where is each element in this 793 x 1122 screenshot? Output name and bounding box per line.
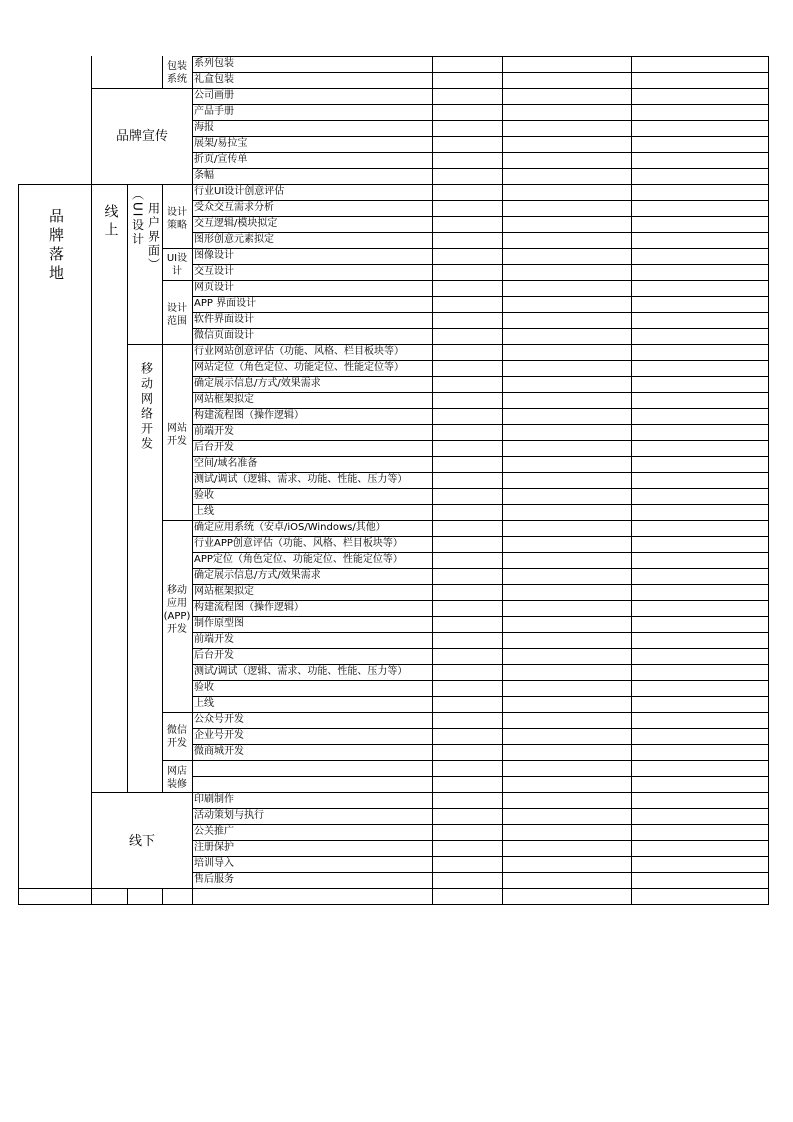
item-text: 行业APP创意评估（功能、风格、栏目板块等）	[194, 538, 403, 549]
item-text: 行业UI设计创意评估	[194, 186, 285, 197]
website-dev-label: 网站开发	[167, 423, 187, 447]
ui-design-sub-label: UI设计	[166, 253, 188, 277]
item-text: 制作原型图	[194, 618, 244, 629]
shop-decor-label: 网店装修	[167, 766, 187, 790]
mobile-app-dev-label: 移动应用(APP)开发	[163, 585, 191, 635]
design-scope-label: 设计范围	[167, 303, 187, 327]
item-text: 图形创意元素拟定	[194, 234, 274, 245]
online-label: 线上	[102, 204, 119, 240]
item-text: 软件界面设计	[194, 314, 254, 325]
item-text: 印刷制作	[194, 794, 234, 805]
item-text: 后台开发	[194, 442, 234, 453]
item-text: 交互逻辑/模块拟定	[194, 218, 278, 229]
ui-design-label: （UI设计	[130, 188, 145, 247]
item-text: 图像设计	[194, 250, 234, 261]
brand-promo-label: 品牌宣传	[115, 129, 168, 144]
item-text: 受众交互需求分析	[194, 202, 274, 213]
item-text: 海报	[194, 122, 214, 133]
item-text: 企业号开发	[194, 730, 244, 741]
item-text: 上线	[194, 506, 214, 517]
item-text: 验收	[194, 682, 214, 693]
item-text: APP 界面设计	[194, 298, 257, 309]
item-text: 折页/宣传单	[194, 154, 248, 165]
mobile-network-dev-label: 移动网络开发	[139, 362, 154, 452]
packaging-label: 包装系统	[167, 61, 187, 85]
item-text: 网站框架拟定	[194, 394, 254, 405]
item-text: 前端开发	[194, 426, 234, 437]
item-text: 微信页面设计	[194, 330, 254, 341]
design-strategy-label: 设计策略	[167, 207, 187, 231]
item-text: 公司画册	[194, 90, 234, 101]
item-text: 公众号开发	[194, 714, 244, 725]
item-text: 验收	[194, 490, 214, 501]
item-text: 产品手册	[194, 106, 234, 117]
item-text: 确定应用系统（安卓/iOS/Windows/其他）	[194, 522, 386, 533]
item-text: 网站定位（角色定位、功能定位、性能定位等）	[194, 362, 404, 373]
item-text: 构建流程图（操作逻辑）	[194, 410, 304, 421]
item-text: 系列包装	[194, 58, 234, 69]
item-text: APP定位（角色定位、功能定位、性能定位等）	[194, 554, 403, 565]
item-text: 交互设计	[194, 266, 234, 277]
item-text: 测试/调试（逻辑、需求、功能、性能、压力等）	[194, 474, 408, 485]
item-text: 确定展示信息/方式/效果需求	[194, 570, 321, 581]
item-text: 活动策划与执行	[194, 810, 264, 821]
offline-label: 线下	[128, 834, 155, 849]
item-text: 培训导入	[194, 858, 234, 869]
item-text: 后台开发	[194, 650, 234, 661]
item-text: 上线	[194, 698, 214, 709]
ui-design-label-b: 用户界面）	[146, 202, 161, 272]
item-text: 测试/调试（逻辑、需求、功能、性能、压力等）	[194, 666, 408, 677]
item-text: 构建流程图（操作逻辑）	[194, 602, 304, 613]
item-text: 售后服务	[194, 874, 234, 885]
item-text: 网页设计	[194, 282, 234, 293]
item-text: 展架/易拉宝	[194, 138, 248, 149]
item-text: 前端开发	[194, 634, 234, 645]
wechat-dev-label: 微信开发	[167, 725, 187, 749]
item-text: 确定展示信息/方式/效果需求	[194, 378, 321, 389]
item-text: 公关推广	[194, 826, 234, 837]
item-text: 微商城开发	[194, 746, 244, 757]
item-text: 行业网站创意评估（功能、风格、栏目板块等）	[194, 346, 404, 357]
brand-landing-label: 品牌落地	[47, 208, 65, 284]
item-text: 礼盒包装	[194, 74, 234, 85]
item-text: 注册保护	[194, 842, 234, 853]
item-text: 空间/域名准备	[194, 458, 258, 469]
item-text: 条幅	[194, 170, 214, 181]
item-text: 网站框架拟定	[194, 586, 254, 597]
